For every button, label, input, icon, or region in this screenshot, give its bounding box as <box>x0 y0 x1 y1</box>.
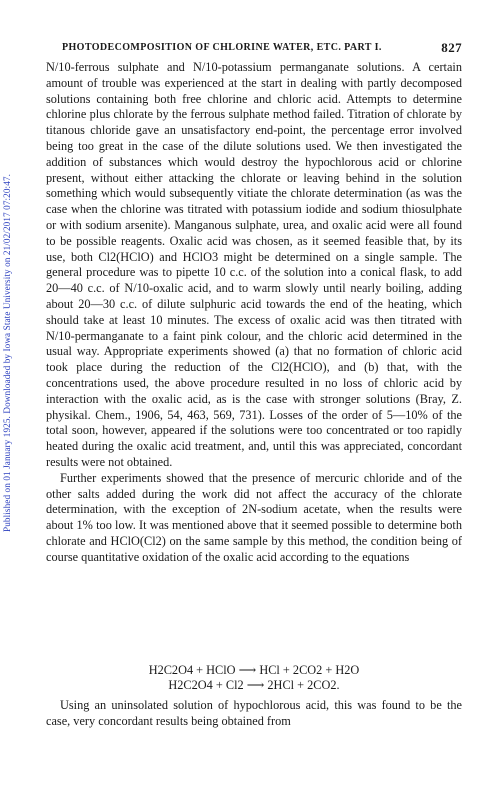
running-header <box>62 40 462 56</box>
equation-block <box>46 663 462 693</box>
paragraph-3: Using an uninsolated solution of hypochlorous acid, this was found to be the case, very concordant results being obtained from <box>46 698 462 728</box>
page-number: 827 <box>441 40 462 55</box>
article-body <box>46 60 462 566</box>
download-notice-link[interactable]: Published on 01 January 1925. Downloaded by Iowa State University on 21/02/2017 07:20:47. <box>2 174 12 532</box>
paragraph-2: Further experiments showed that the presence of mercuric chloride and of the other salts added during the work did not affect the accuracy of the chlorate determination, with the exception of 2N-sodium acetate, when the results were about 1% too low. It was mentioned above that it seemed possible to determine both chlorate and HClO(Cl2) on the same sample by this method, the condition being of course quantitative oxidation of the oxalic acid according to the equations <box>46 470 462 564</box>
paragraph-1: N/10-ferrous sulphate and N/10-potassium permanganate solutions. A certain amount of trouble was experienced at the start in dealing with partly decomposed solutions containing both free chlorine and chloric acid. Attempts to determine chlorine plus chlorate by the ferrous sulphate method failed. Titration of chlorate by titanous chloride gave an unsatisfactory end-point, the percentage error involved being too great in the case of the dilute solutions used. We then investigated the addition of substances which would destroy the hypochlorous acid or chlorine present, without either attacking the chlorate or leaving behind in the solution something which would subsequently vitiate the chlorate determination (as was the case when the chlorine was titrated with potassium iodide and sodium thiosulphate or with sodium arsenite). Manganous sulphate, urea, and oxalic acid were all found to be possible reagents. Oxalic acid was chosen, as it seemed feasible that, by its use, both Cl2(HClO) and HClO3 might be determined on a single sample. The general procedure was to pipette 10 c.c. of the solution into a conical flask, to add 20—40 c.c. of N/10-oxalic acid, and to warm slowly until nearly boiling, adding about 20—30 c.c. of dilute sulphuric acid towards the end of the heating, which should take at least 10 minutes. The excess of oxalic acid was then titrated with N/10-permanganate to a faint pink colour, and the chloric acid determined in the usual way. Appropriate experiments showed (a) that no formation of chloric acid took place during the reduction of the Cl2(HClO), and (b) that, with the concentrations used, the above procedure resulted in no loss of chloric acid by interaction with the oxalic acid, as is the case with stronger solutions (Bray, Z. physikal. Chem., 1906, 54, 463, 569, 731). Losses of the order of 5—10% of the total soon, however, appeared if the solutions were too concentrated or too rapidly heated during the oxalic acid treatment, and, until this was appreciated, concordant results were not obtained. <box>46 60 462 469</box>
equation-hclo: H2C2O4 + HClO ⟶ HCl + 2CO2 + H2O <box>148 663 360 677</box>
running-title: PHOTODECOMPOSITION OF CHLORINE WATER, ETC. PART I. <box>62 42 382 53</box>
equation-cl2: H2C2O4 + Cl2 ⟶ 2HCl + 2CO2. <box>168 678 340 692</box>
